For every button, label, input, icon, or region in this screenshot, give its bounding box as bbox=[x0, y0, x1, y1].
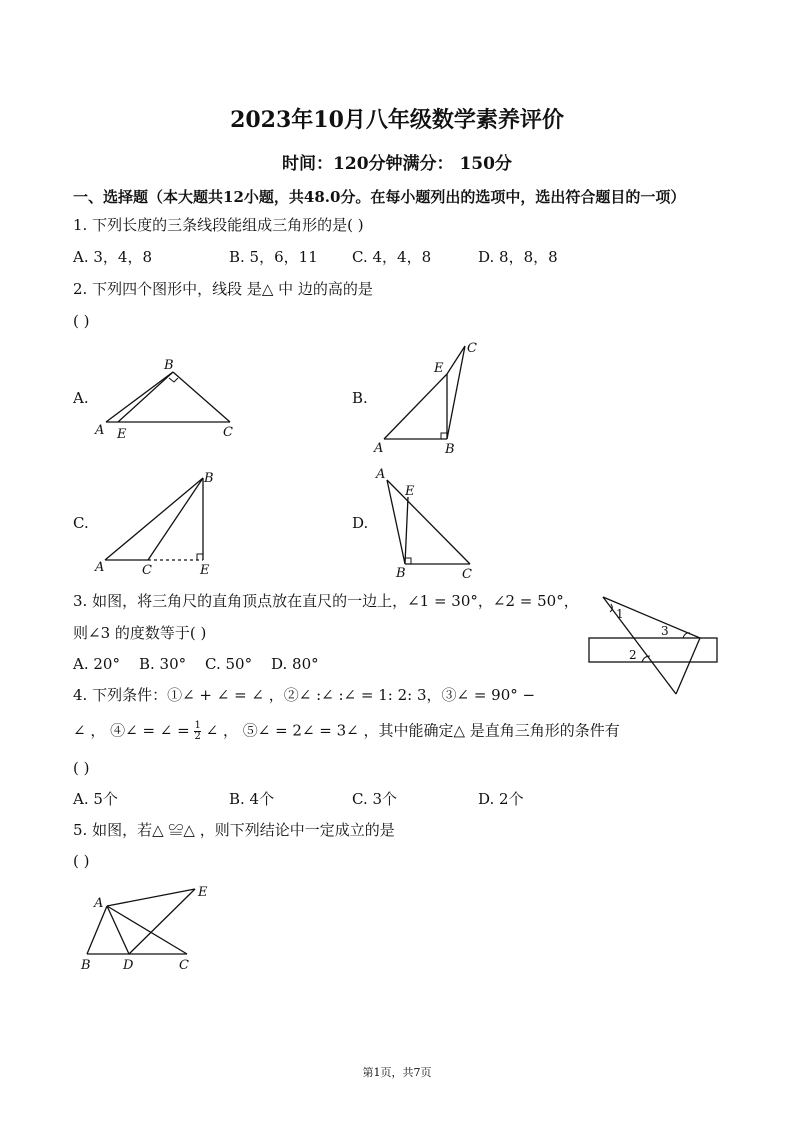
question-1-option-d: D. 8，8，8 bbox=[478, 248, 558, 266]
question-2-option-b: B. bbox=[352, 389, 368, 407]
fig2a-label-c: C bbox=[223, 425, 233, 440]
fig5-label-b: B bbox=[81, 958, 91, 973]
figure-3 bbox=[586, 592, 722, 698]
fraction-one-half bbox=[194, 721, 200, 742]
fig2c-label-e: E bbox=[200, 563, 210, 578]
question-3-option-a: A. 20° bbox=[73, 655, 120, 673]
fig3-angle-3: 3 bbox=[661, 624, 669, 638]
figure-2a bbox=[90, 352, 240, 442]
question-4-option-a: A. 5个 bbox=[73, 790, 118, 808]
question-4-stem-part2: ∠ ， ⑤∠ = 2∠ = 3∠ ，其中能确定△ 是直角三角形的条件有 bbox=[205, 721, 620, 740]
page-footer: 第1页，共7页 bbox=[362, 1066, 432, 1079]
figure-2c bbox=[90, 466, 230, 580]
fig3-angle-1: 1 bbox=[616, 607, 624, 621]
question-2-option-a: A. bbox=[73, 389, 89, 407]
question-5-paren: ( ) bbox=[73, 852, 90, 870]
fig5-label-c: C bbox=[179, 958, 189, 973]
question-4-paren: ( ) bbox=[73, 759, 90, 777]
question-3-option-d: D. 80° bbox=[271, 655, 319, 673]
question-4-stem-part1: ∠ ， ④∠ = ∠ = bbox=[73, 721, 190, 740]
fig2b-label-e: E bbox=[434, 361, 444, 376]
question-1-option-b: B. 5，6，11 bbox=[229, 248, 318, 266]
fig2b-label-b: B bbox=[445, 442, 455, 457]
fig2d-label-a: A bbox=[376, 467, 386, 482]
section-heading: 一、选择题（本大题共12小题，共48.0分。在每小题列出的选项中，选出符合题目的一项） bbox=[73, 188, 686, 206]
fig2a-label-b: B bbox=[164, 358, 174, 373]
question-4-option-c: C. 3个 bbox=[352, 790, 398, 808]
figure-2d bbox=[370, 460, 490, 582]
fig5-label-d: D bbox=[123, 958, 134, 973]
question-3-stem: 3. 如图，将三角尺的直角顶点放在直尺的一边上，∠1 = 30°，∠2 = 50°， bbox=[73, 592, 579, 610]
question-2-paren: ( ) bbox=[73, 312, 90, 330]
question-1-option-c: C. 4，4，8 bbox=[352, 248, 432, 266]
question-4-option-d: D. 2个 bbox=[478, 790, 524, 808]
fig2c-label-c: C bbox=[142, 563, 152, 578]
fig5-label-e: E bbox=[198, 885, 208, 900]
exam-info: 时间：120分钟满分： 150分 bbox=[282, 154, 512, 174]
question-3-stem-cont: 则∠3 的度数等于( ) bbox=[73, 624, 207, 642]
fig2a-label-a: A bbox=[95, 423, 105, 438]
fig2d-label-e: E bbox=[405, 484, 415, 499]
fig2c-label-a: A bbox=[95, 560, 105, 575]
question-1-stem: 1. 下列长度的三条线段能组成三角形的是( ) bbox=[73, 216, 364, 234]
fig2a-label-e: E bbox=[117, 427, 127, 442]
fraction-denominator: 2 bbox=[194, 731, 201, 742]
fraction-numerator: 1 bbox=[194, 720, 201, 731]
question-2-option-d: D. bbox=[352, 514, 369, 532]
figure-5 bbox=[76, 880, 226, 976]
fig2b-label-a: A bbox=[374, 441, 384, 456]
question-4-stem: 4. 下列条件：①∠ + ∠ = ∠ ，②∠ :∠ :∠ = 1: 2: 3，③∠ = 90° − bbox=[73, 686, 536, 704]
question-5-stem: 5. 如图，若△ ≌△ ，则下列结论中一定成立的是 bbox=[73, 821, 395, 839]
fig2c-label-b: B bbox=[204, 471, 214, 486]
fig2d-label-c: C bbox=[462, 567, 472, 582]
question-3-option-b: B. 30° bbox=[139, 655, 187, 673]
question-1-option-a: A. 3，4，8 bbox=[73, 248, 152, 266]
page-title: 2023年10月八年级数学素养评价 bbox=[230, 107, 564, 133]
question-2-option-c: C. bbox=[73, 514, 89, 532]
figure-2b bbox=[370, 336, 490, 458]
question-4-stem-cont bbox=[73, 721, 620, 742]
fig2b-label-c: C bbox=[467, 341, 477, 356]
fig2d-label-b: B bbox=[396, 566, 406, 581]
question-3-option-c: C. 50° bbox=[205, 655, 253, 673]
question-4-option-b: B. 4个 bbox=[229, 790, 275, 808]
fig3-angle-2: 2 bbox=[629, 648, 637, 662]
fig5-label-a: A bbox=[94, 896, 104, 911]
question-2-stem: 2. 下列四个图形中，线段 是△ 中 边的高的是 bbox=[73, 280, 373, 298]
